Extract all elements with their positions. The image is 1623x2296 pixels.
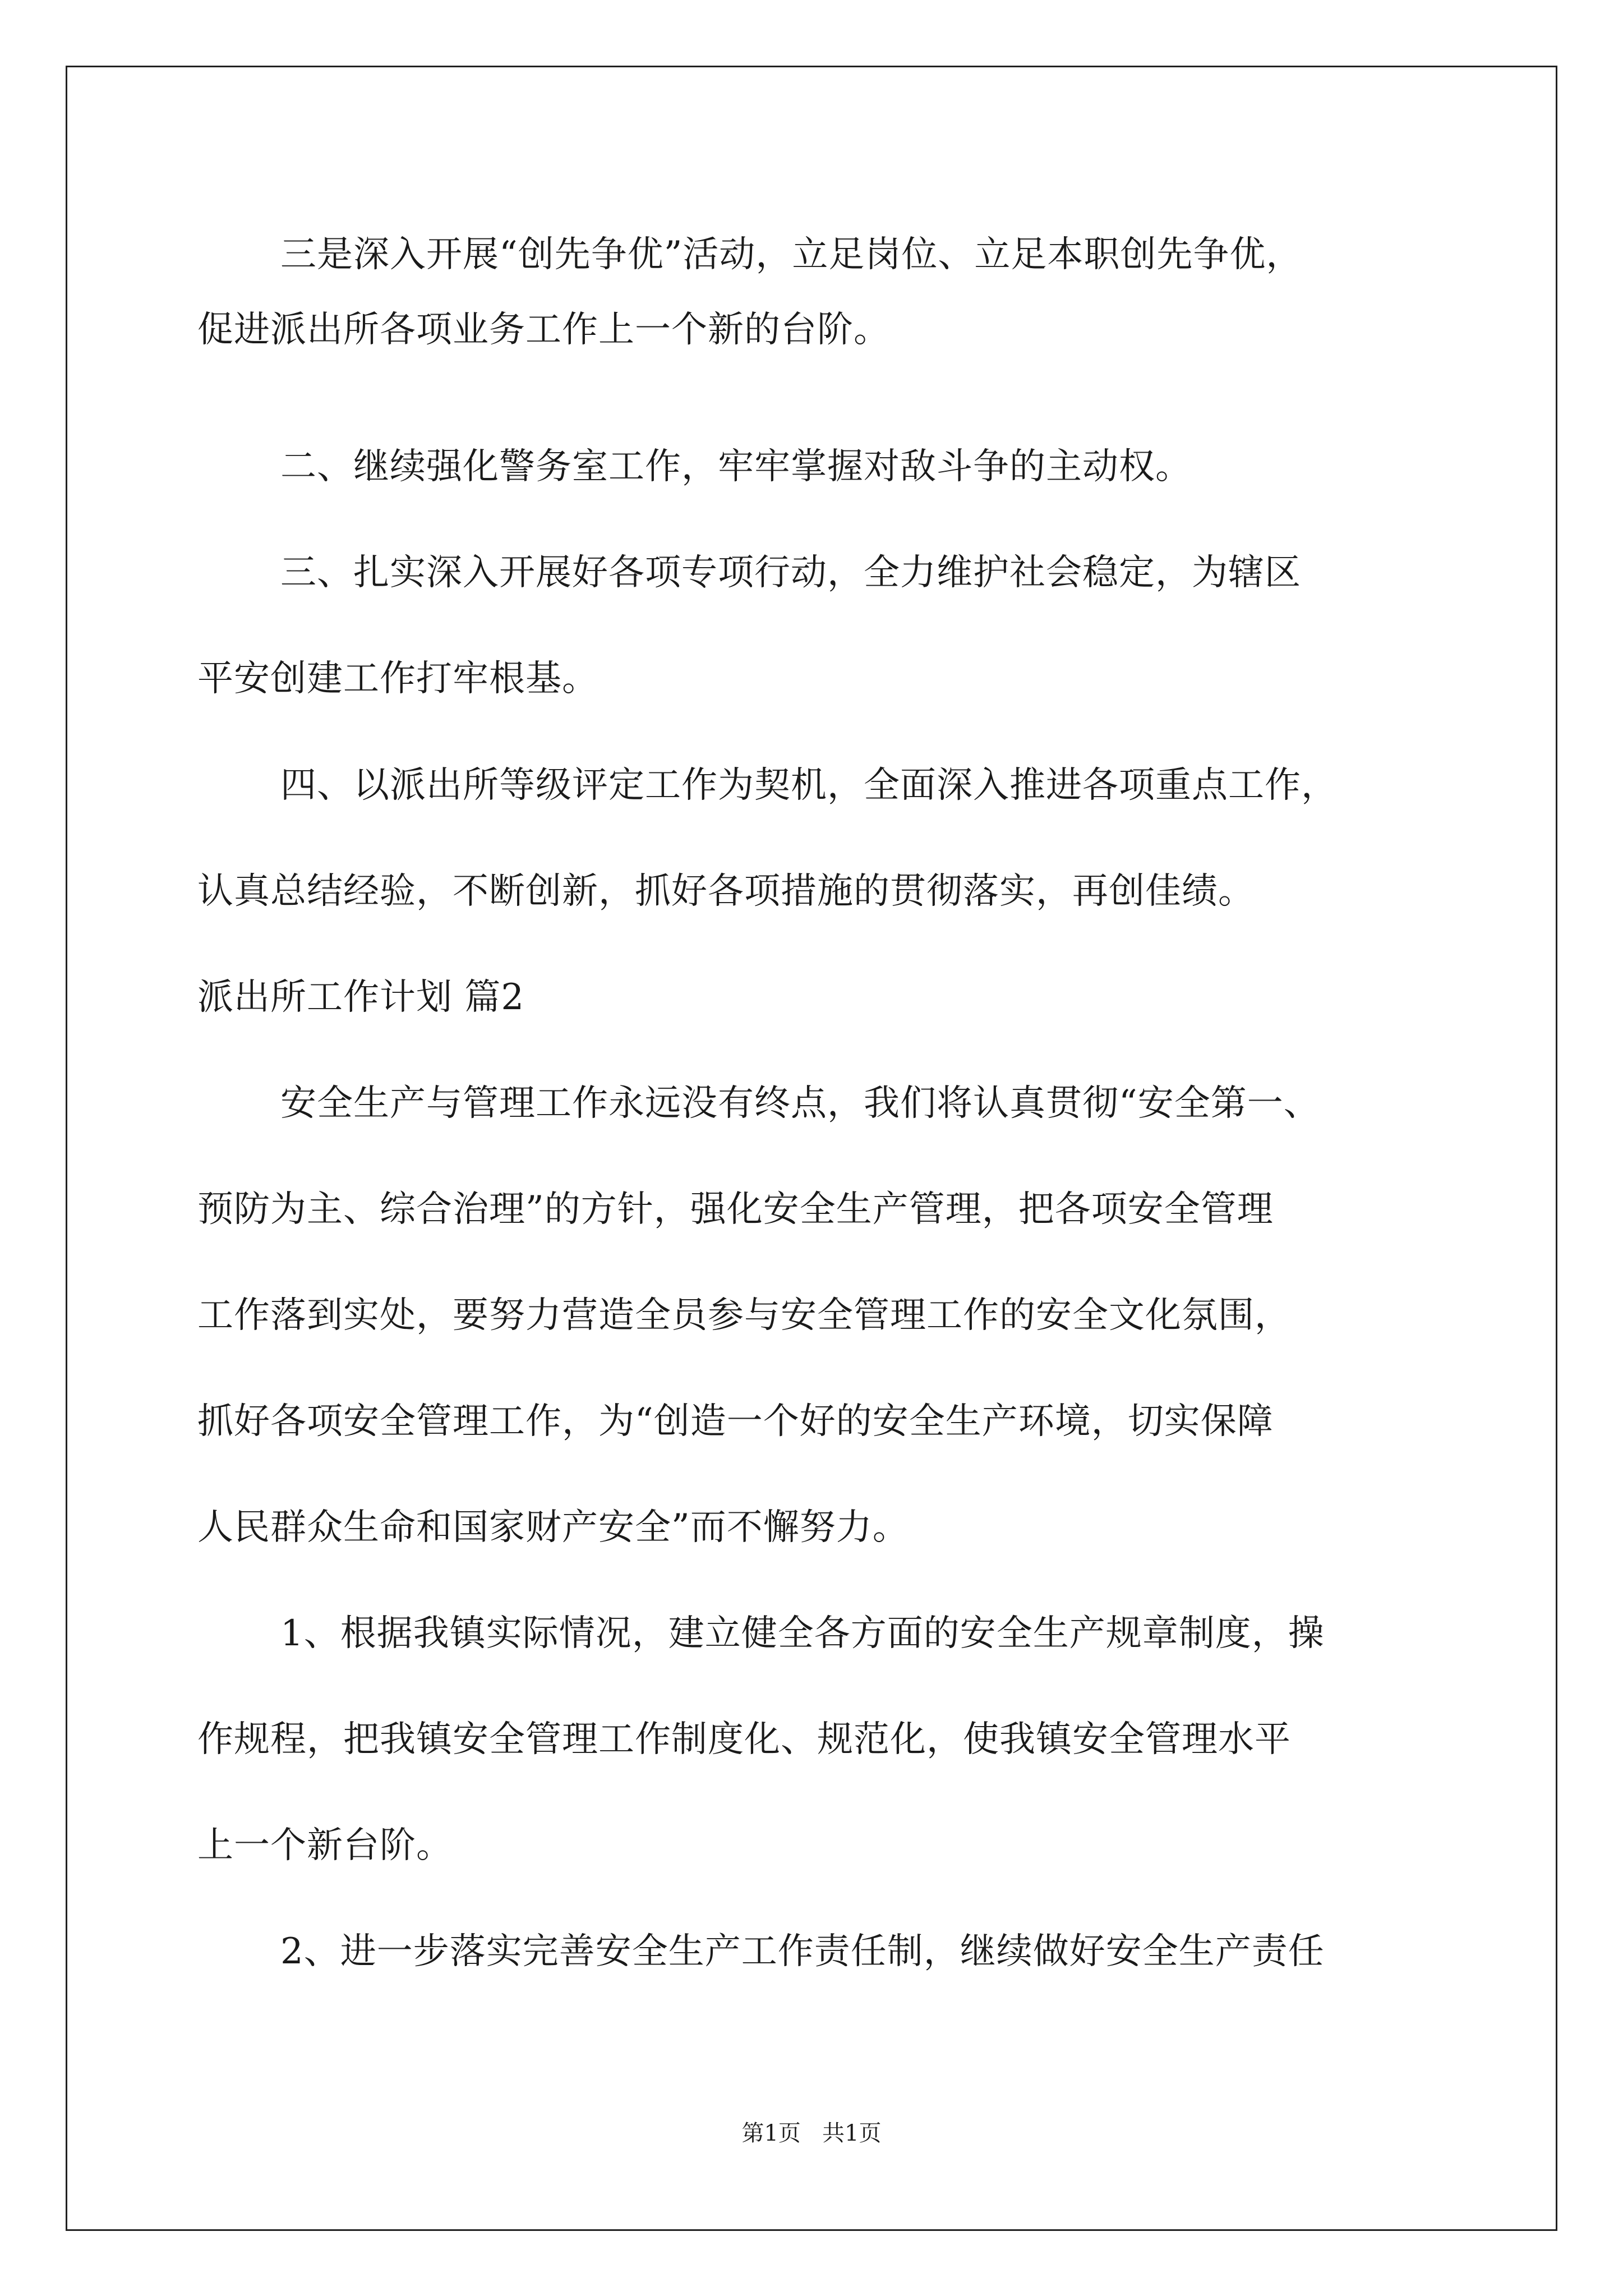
paragraph-line: 1、根据我镇实际情况，建立健全各方面的安全生产规章制度，操 — [280, 1613, 1325, 1654]
paragraph-line: 作规程，把我镇安全管理工作制度化、规范化，使我镇安全管理水平 — [197, 1719, 1291, 1760]
paragraph-line: 认真总结经验，不断创新，抓好各项措施的贯彻落实，再创佳绩。 — [197, 871, 1255, 912]
paragraph-line: 四、以派出所等级评定工作为契机，全面深入推进各项重点工作， — [280, 765, 1338, 806]
paragraph-line: 平安创建工作打牢根基。 — [197, 658, 598, 700]
paragraph-line: 三、扎实深入开展好各项专项行动，全力维护社会稳定，为辖区 — [280, 552, 1301, 593]
paragraph-line: 三是深入开展“创先争优”活动，立足岗位、立足本职创先争优， — [280, 234, 1303, 275]
paragraph-line: 二、继续强化警务室工作，牢牢掌握对敌斗争的主动权。 — [280, 446, 1192, 487]
paragraph-line: 安全生产与管理工作永远没有终点，我们将认真贯彻“安全第一、 — [280, 1083, 1320, 1124]
paragraph-line: 2、进一步落实完善安全生产工作责任制，继续做好安全生产责任 — [280, 1931, 1325, 1972]
paragraph-line: 人民群众生命和国家财产安全”而不懈努力。 — [197, 1507, 909, 1548]
section-heading: 派出所工作计划 篇2 — [197, 977, 525, 1018]
paragraph-line: 抓好各项安全管理工作，为“创造一个好的安全生产环境，切实保障 — [197, 1401, 1274, 1442]
paragraph-line: 促进派出所各项业务工作上一个新的台阶。 — [197, 309, 890, 351]
page-number-footer: 第1页 共1页 — [741, 2120, 882, 2146]
page-border — [66, 66, 1557, 2231]
paragraph-line: 预防为主、综合治理”的方针，强化安全生产管理，把各项安全管理 — [197, 1189, 1274, 1230]
paragraph-line: 上一个新台阶。 — [197, 1825, 453, 1866]
paragraph-line: 工作落到实处，要努力营造全员参与安全管理工作的安全文化氛围， — [197, 1295, 1291, 1336]
